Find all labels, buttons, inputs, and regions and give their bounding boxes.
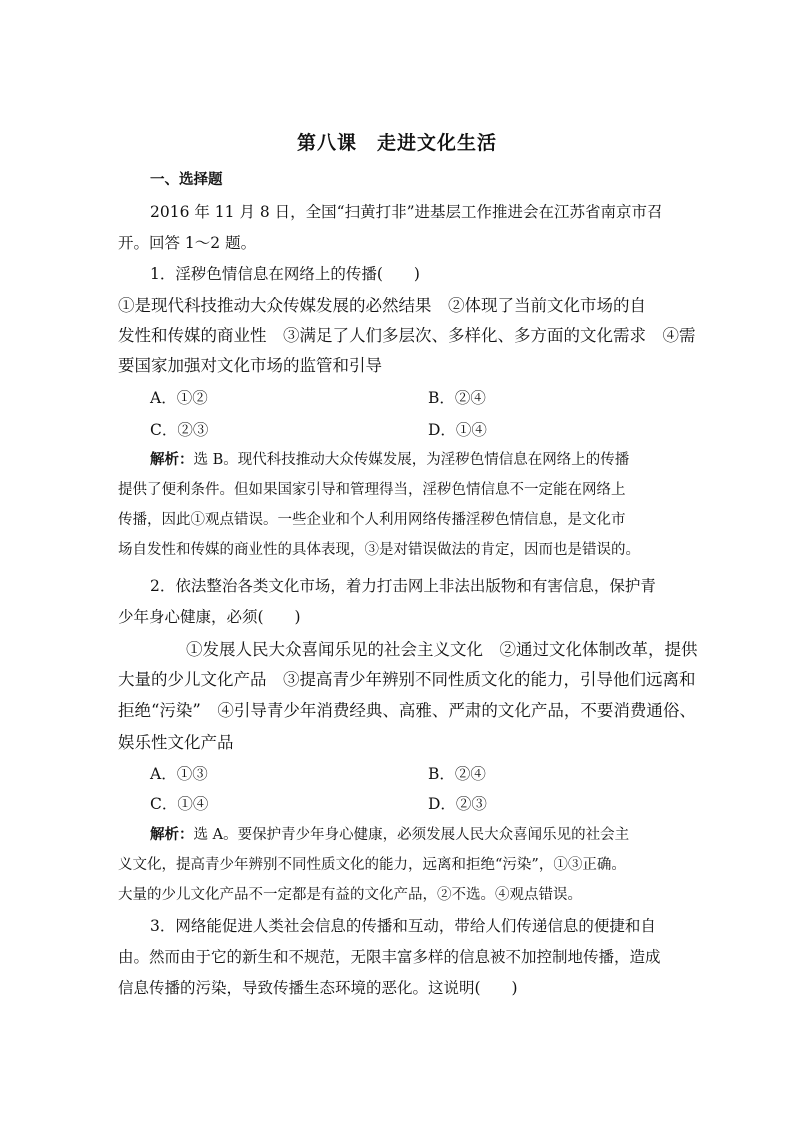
- q1-body-line-2: 发性和传媒的商业性 ③满足了人们多层次、多样化、多方面的文化需求 ④需: [118, 326, 696, 345]
- q2-stem-line-1: 2．依法整治各类文化市场，着力打击网上非法出版物和有害信息，保护青: [150, 577, 656, 595]
- q3-stem-line-2: 由。然而由于它的新生和不规范，无限丰富多样的信息被不加控制地传播，造成: [118, 948, 661, 966]
- q2-analysis-label: 解析：: [150, 826, 194, 843]
- q1-analysis-label: 解析：: [150, 451, 194, 468]
- q1-stem: 1．淫秽色情信息在网络上的传播( ): [150, 265, 420, 283]
- q1-option-b: B．②④: [428, 389, 486, 407]
- intro-line-1: 2016 年 11 月 8 日，全国“扫黄打非”进基层工作推进会在江苏省南京市召: [150, 203, 663, 221]
- q1-body-line-3: 要国家加强对文化市场的监管和引导: [118, 356, 382, 375]
- q1-option-a: A．①②: [150, 389, 208, 407]
- q3-stem-line-3: 信息传播的污染，导致传播生态环境的恶化。这说明( ): [118, 979, 518, 997]
- q3-stem-line-1: 3．网络能促进人类社会信息的传播和互动，带给人们传递信息的便捷和自: [150, 917, 656, 935]
- page-title: 第八课 走进文化生活: [296, 132, 497, 154]
- q2-analysis-line-3: 大量的少儿文化产品不一定都是有益的文化产品，②不选。④观点错误。: [118, 887, 582, 903]
- q2-body-line-1: ①发展人民大众喜闻乐见的社会主义文化 ②通过文化体制改革，提供: [186, 640, 698, 659]
- q1-body-line-1: ①是现代科技推动大众传媒发展的必然结果 ②体现了当前文化市场的自: [118, 296, 646, 315]
- section-heading: 一、选择题: [150, 171, 223, 188]
- q1-option-c: C．②③: [150, 421, 209, 439]
- q1-analysis-line-3: 传播，因此①观点错误。一些企业和个人利用网络传播淫秽色情信息，是文化市: [118, 512, 626, 528]
- q2-body-line-2: 大量的少儿文化产品 ③提高青少年辨别不同性质文化的能力，引导他们远离和: [118, 670, 696, 689]
- intro-line-2: 开。回答 1～2 题。: [118, 234, 257, 252]
- q1-analysis-line-2: 提供了便利条件。但如果国家引导和管理得当，淫秽色情信息不一定能在网络上: [118, 482, 626, 498]
- q2-body-line-3: 拒绝“污染” ④引导青少年消费经典、高雅、严肃的文化产品，不要消费通俗、: [118, 701, 696, 720]
- q1-analysis-line-4: 场自发性和传媒的商业性的具体表现，③是对错误做法的肯定，因而也是错误的。: [118, 542, 640, 558]
- q1-option-d: D．①④: [428, 421, 487, 439]
- q2-analysis-line-1: [150, 823, 710, 844]
- q2-stem-line-2: 少年身心健康，必须( ): [118, 608, 301, 626]
- q2-analysis-line-2: 义文化，提高青少年辨别不同性质文化的能力，远离和拒绝“污染”，①③正确。: [118, 857, 626, 873]
- q1-analysis-text-1: 选 B。现代科技推动大众传媒发展，为淫秽色情信息在网络上的传播: [193, 452, 630, 468]
- q2-option-a: A．①③: [150, 765, 208, 783]
- q2-analysis-text-1: 选 A。要保护青少年身心健康，必须发展人民大众喜闻乐见的社会主: [193, 827, 630, 843]
- q2-body-line-4: 娱乐性文化产品: [118, 733, 234, 752]
- q1-analysis-line-1: [150, 448, 710, 469]
- q2-option-b: B．②④: [428, 765, 486, 783]
- q2-option-c: C．①④: [150, 795, 209, 813]
- q2-option-d: D．②③: [428, 795, 487, 813]
